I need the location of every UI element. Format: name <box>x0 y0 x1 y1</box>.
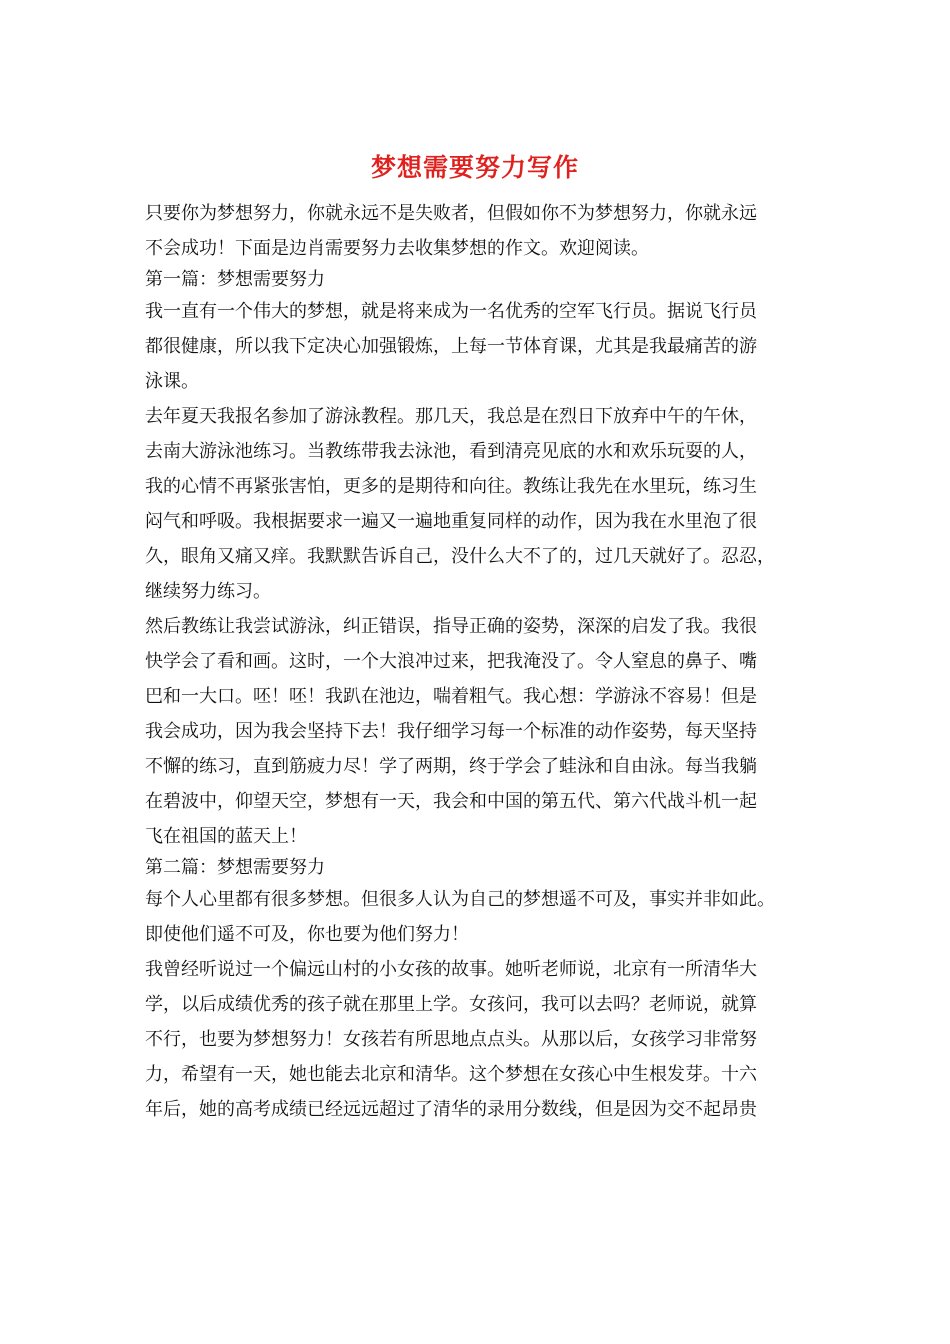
paragraph-line: 巴和一大口。呸！呸！我趴在池边，喘着粗气。我心想：学游泳不容易！但是 <box>145 686 757 707</box>
paragraph-line: 学，以后成绩优秀的孩子就在那里上学。女孩问，我可以去吗？老师说，就算 <box>145 994 757 1015</box>
paragraph-line: 我曾经听说过一个偏远山村的小女孩的故事。她听老师说，北京有一所清华大 <box>145 959 757 980</box>
section-heading: 第二篇：梦想需要努力 <box>145 857 325 878</box>
paragraph-line: 在碧波中，仰望天空，梦想有一天，我会和中国的第五代、第六代战斗机一起 <box>145 791 757 812</box>
paragraph-line: 继续努力练习。 <box>145 581 271 602</box>
document-title: 梦想需要努力写作 <box>370 153 579 182</box>
paragraph-line: 不会成功！下面是边肖需要努力去收集梦想的作文。欢迎阅读。 <box>145 238 649 259</box>
paragraph-line: 久，眼角又痛又痒。我默默告诉自己，没什么大不了的，过几天就好了。忍忍， <box>145 546 775 567</box>
paragraph-line: 我一直有一个伟大的梦想，就是将来成为一名优秀的空军飞行员。据说飞行员 <box>145 301 757 322</box>
paragraph-line: 不行，也要为梦想努力！女孩若有所思地点点头。从那以后，女孩学习非常努 <box>145 1029 757 1050</box>
paragraph-line: 我的心情不再紧张害怕，更多的是期待和向往。教练让我先在水里玩，练习生 <box>145 476 757 497</box>
paragraph-line: 都很健康，所以我下定决心加强锻炼，上每一节体育课，尤其是我最痛苦的游 <box>145 336 757 357</box>
paragraph-line: 年后，她的高考成绩已经远远超过了清华的录用分数线，但是因为交不起昂贵 <box>145 1099 757 1120</box>
paragraph-line: 去年夏天我报名参加了游泳教程。那几天，我总是在烈日下放弃中午的午休， <box>145 406 757 427</box>
paragraph-line: 快学会了看和画。这时，一个大浪冲过来，把我淹没了。令人窒息的鼻子、嘴 <box>145 651 757 672</box>
paragraph-line: 每个人心里都有很多梦想。但很多人认为自己的梦想遥不可及，事实并非如此。 <box>145 889 775 910</box>
document-body <box>145 196 810 1127</box>
paragraph-line: 力，希望有一天，她也能去北京和清华。这个梦想在女孩心中生根发芽。十六 <box>145 1064 757 1085</box>
paragraph-line: 即使他们遥不可及，你也要为他们努力！ <box>145 924 469 945</box>
paragraph-line: 只要你为梦想努力，你就永远不是失败者，但假如你不为梦想努力，你就永远 <box>145 203 757 224</box>
paragraph-line: 闷气和呼吸。我根据要求一遍又一遍地重复同样的动作，因为我在水里泡了很 <box>145 511 757 532</box>
paragraph-line: 我会成功，因为我会坚持下去！我仔细学习每一个标准的动作姿势，每天坚持 <box>145 721 757 742</box>
paragraph-line: 飞在祖国的蓝天上！ <box>145 826 307 847</box>
paragraph-line: 然后教练让我尝试游泳，纠正错误，指导正确的姿势，深深的启发了我。我很 <box>145 616 757 637</box>
paragraph-line: 不懈的练习，直到筋疲力尽！学了两期，终于学会了蛙泳和自由泳。每当我躺 <box>145 756 757 777</box>
paragraph-line: 去南大游泳池练习。当教练带我去泳池，看到清亮见底的水和欢乐玩耍的人， <box>145 441 757 462</box>
paragraph-line: 泳课。 <box>145 371 199 392</box>
section-heading: 第一篇：梦想需要努力 <box>145 269 325 290</box>
